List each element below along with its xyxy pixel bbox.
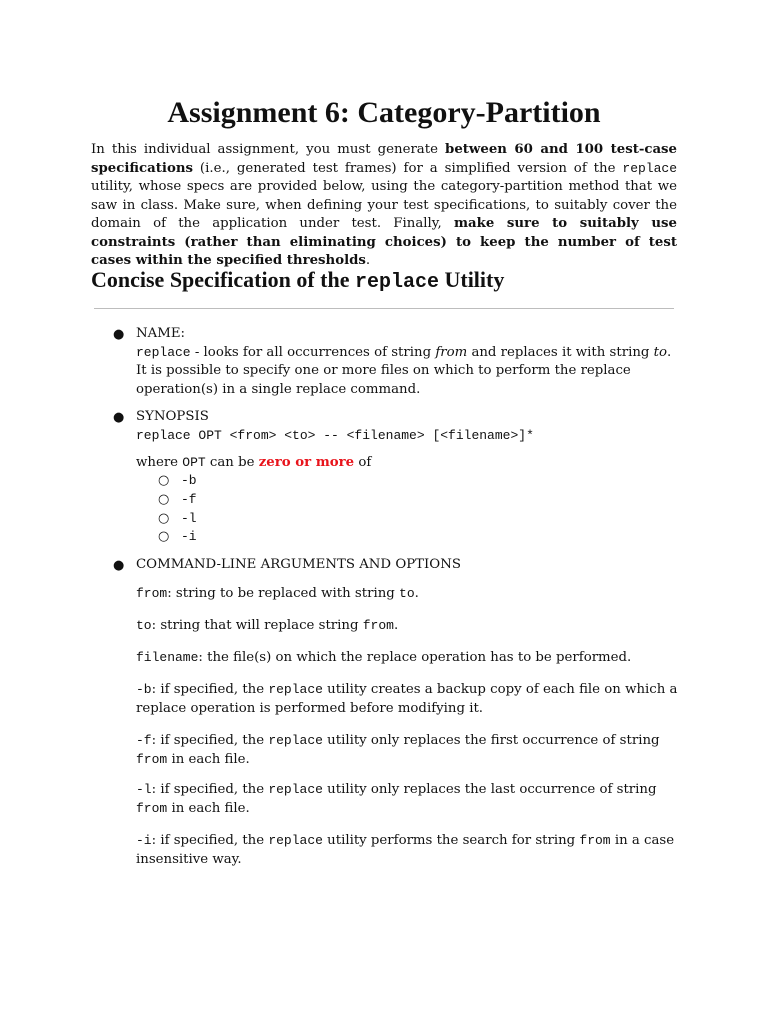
code-span: from <box>136 586 168 601</box>
code-span: OPT <box>182 455 206 470</box>
code-span: -l <box>136 782 152 797</box>
code-span: filename <box>136 650 199 665</box>
name-description <box>136 344 681 400</box>
name-label: NAME: <box>136 326 186 341</box>
text-span: : the file(s) on which the replace operation has to be performed. <box>198 650 632 665</box>
arg-filename <box>136 649 681 668</box>
bullet-icon: ● <box>113 558 125 573</box>
text-span: . <box>414 586 419 601</box>
horizontal-rule <box>94 308 674 309</box>
option-item: -i <box>181 529 197 544</box>
heading-text: Utility <box>438 267 505 292</box>
text-span: utility only replaces the first occurrence of string <box>322 733 660 748</box>
emphasis: from <box>435 344 468 360</box>
option-item: -f <box>181 492 197 507</box>
code-span: from <box>136 800 168 816</box>
text-span: : if specified, the <box>151 833 269 848</box>
sub-bullet-icon: ○ <box>158 511 170 526</box>
arg-from <box>136 585 681 604</box>
red-emphasis: zero or more <box>258 455 355 470</box>
args-label: COMMAND-LINE ARGUMENTS AND OPTIONS <box>136 557 461 572</box>
text-span: : if specified, the <box>151 733 269 748</box>
code-span: from <box>362 618 394 633</box>
heading-code: replace <box>354 271 439 294</box>
sub-bullet-icon: ○ <box>158 473 170 488</box>
code-span: -b <box>136 682 152 697</box>
option-l-description <box>136 781 681 818</box>
text-span: - looks for all occurrences of string <box>190 344 436 360</box>
text-span: can be <box>205 455 259 470</box>
bullet-icon: ● <box>113 327 125 342</box>
option-b-description <box>136 681 681 718</box>
name-item <box>136 325 681 399</box>
text-span: : if specified, the <box>151 782 269 797</box>
text-span: in each file. <box>167 800 250 816</box>
section-heading <box>91 266 691 297</box>
code-span: replace <box>268 682 323 697</box>
sub-bullet-icon: ○ <box>158 529 170 544</box>
option-f-description <box>136 732 681 769</box>
text-span: . It is possible to specify one or more files on which to perform the replace operation(s) in a single replace command. <box>136 344 672 397</box>
code-span: -i <box>136 833 152 848</box>
text-span: : string to be replaced with string <box>167 586 400 601</box>
synopsis-command: replace OPT <from> <to> -- <filename> [<filename>]* <box>136 427 534 443</box>
code-span: replace <box>268 782 323 797</box>
code-span: replace <box>136 344 191 360</box>
page-title: Assignment 6: Category-Partition <box>167 96 601 129</box>
heading-text: Concise Specification of the <box>91 267 355 292</box>
text-span: of <box>354 455 372 470</box>
synopsis-where <box>136 454 681 473</box>
text-span: and replaces it with string <box>467 344 654 360</box>
code-span: to <box>399 586 415 601</box>
bullet-icon: ● <box>113 410 125 425</box>
code-span: replace <box>268 833 323 848</box>
option-item: -l <box>181 511 197 526</box>
code-span: replace <box>268 733 323 748</box>
intro-code: replace <box>622 160 677 176</box>
intro-text: . <box>365 253 371 268</box>
sub-bullet-icon: ○ <box>158 492 170 507</box>
text-span: in each file. <box>167 751 250 767</box>
text-span: where <box>136 455 183 470</box>
intro-text: In this individual assignment, you must generate <box>91 142 446 157</box>
text-span: utility performs the search for string <box>322 833 580 848</box>
intro-bold: make sure to suitably use constraints (rather than eliminating choices) to keep the number of test cases within the specified thresholds <box>91 216 678 268</box>
emphasis: to <box>653 344 667 360</box>
option-i-description <box>136 832 681 869</box>
text-span: : if specified, the <box>151 682 269 697</box>
text-span: : string that will replace string <box>151 618 363 633</box>
code-span: from <box>579 833 611 848</box>
text-span: . <box>393 618 399 633</box>
synopsis-item <box>136 408 681 445</box>
intro-bold: between 60 and 100 test-case specifications <box>91 142 678 176</box>
code-span: -f <box>136 733 152 748</box>
intro-text: (i.e., generated test frames) for a simplified version of the <box>193 160 623 176</box>
text-span: utility creates a backup copy of each file on which a replace operation is performed before modifying it. <box>136 682 678 716</box>
synopsis-label: SYNOPSIS <box>136 409 209 424</box>
text-span: utility only replaces the last occurrence of string <box>322 782 657 797</box>
option-item: -b <box>181 473 197 488</box>
intro-text: utility, whose specs are provided below, using the category-partition method that we saw in class. Make sure, when defining your test specifications, to suitably cover the domain of the application under test. Finally, <box>91 179 677 231</box>
arg-to <box>136 617 681 636</box>
intro-paragraph <box>91 141 677 271</box>
text-span: in a case insensitive way. <box>136 833 675 867</box>
code-span: to <box>136 618 152 633</box>
code-span: from <box>136 751 168 767</box>
